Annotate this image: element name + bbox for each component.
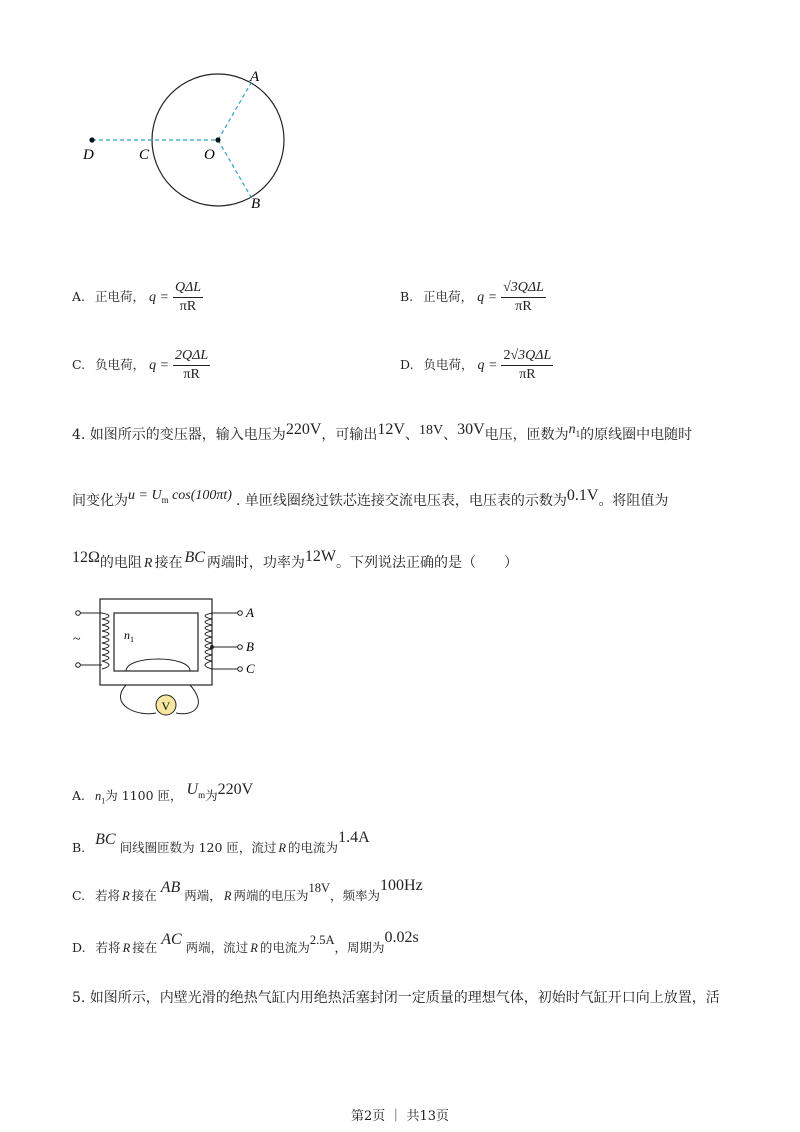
fraction-numerator: QΔL xyxy=(173,280,203,298)
option-charge: 正电荷， xyxy=(423,289,474,304)
option-charge: 负电荷， xyxy=(423,357,474,372)
label-terminal-A: A xyxy=(246,605,254,620)
q3-option-d[interactable] xyxy=(400,348,553,383)
option-q: q = xyxy=(477,358,498,373)
q4-option-a[interactable]: A. $n_1$为 1100 匝， $U_m$为220V xyxy=(72,781,254,806)
q4-option-c[interactable]: C. 若将 R 接在 AB 两端， R 两端的电压为18V，频率为100Hz xyxy=(72,877,423,903)
option-q: q = xyxy=(149,290,169,305)
terminal-B xyxy=(238,645,243,650)
label-n1: $n_1$ xyxy=(124,628,134,644)
option-fraction xyxy=(501,280,546,315)
option-fraction xyxy=(173,280,203,315)
fraction-denominator: πR xyxy=(515,299,532,314)
point-O xyxy=(215,137,220,142)
option-letter: B. xyxy=(400,289,414,304)
terminal-C xyxy=(238,667,243,672)
sqrt-icon: √ xyxy=(503,280,511,295)
fraction-denominator: πR xyxy=(183,367,200,382)
label-O: O xyxy=(204,147,215,163)
option-q: q = xyxy=(477,290,498,305)
q4-stem-line2: 间变化为$u = U_m$ cos(100πt) . 单匝线圈绕过铁芯连接交流电压表，电压表的示数为0.1V。将阻值为 xyxy=(72,487,669,509)
input-terminal-top xyxy=(76,611,81,616)
q4-stem-line3: 12Ω的电阻 R 接在 BC 两端时，功率为12W。下列说法正确的是（ ） xyxy=(72,548,519,571)
dashed-line-OA xyxy=(218,83,251,140)
figure-transformer xyxy=(68,595,268,720)
label-A: A xyxy=(250,69,260,85)
dashed-line-OB xyxy=(218,140,251,197)
option-fraction xyxy=(173,348,210,383)
q3-option-c[interactable] xyxy=(72,348,210,383)
ac-source-icon: ~ xyxy=(73,632,81,647)
label-B: B xyxy=(251,196,261,212)
page-footer: 第2页 ｜ 共13页 xyxy=(350,1109,450,1124)
fraction-denominator: πR xyxy=(519,367,536,382)
option-q: q = xyxy=(149,358,170,373)
iron-core-inner xyxy=(114,613,198,671)
label-D: D xyxy=(83,147,94,163)
label-terminal-B: B xyxy=(246,639,254,654)
option-charge: 正电荷， xyxy=(95,289,146,304)
fraction-denominator: πR xyxy=(179,299,197,314)
input-terminal-bottom xyxy=(76,663,81,668)
point-D xyxy=(89,137,94,142)
option-fraction xyxy=(501,348,553,383)
voltmeter-label: V xyxy=(161,699,171,713)
q3-option-b[interactable] xyxy=(400,280,546,315)
terminal-A xyxy=(238,611,243,616)
option-letter: A. xyxy=(72,289,86,304)
q3-option-a[interactable] xyxy=(72,280,203,315)
sqrt-icon: √ xyxy=(510,348,519,363)
label-C: C xyxy=(139,147,150,163)
q5-stem-line1: 5. 如图所示，内壁光滑的绝热气缸内用绝热活塞封闭一定质量的理想气体，初始时气缸开口向上放置，活 xyxy=(72,990,720,1006)
fraction-numerator: √3QΔL xyxy=(501,280,546,298)
fraction-numerator: 2√3QΔL xyxy=(501,348,553,366)
label-terminal-C: C xyxy=(246,661,255,676)
q4-option-d[interactable]: D. 若将 R 接在 AC 两端，流过 R 的电流为2.5A，周期为0.02s xyxy=(72,929,419,955)
option-charge: 负电荷， xyxy=(95,357,146,372)
q4-stem-line1: 4. 如图所示的变压器，输入电压为220V，可输出12V、18V、30V电压，匝数为$n_1$的原线圈中电随时 xyxy=(72,421,693,443)
q4-option-b[interactable]: B. BC 间线圈匝数为 120 匝，流过 R 的电流为1.4A xyxy=(72,829,370,855)
figure-circle-charge xyxy=(70,60,310,220)
fraction-numerator: 2QΔL xyxy=(173,348,210,366)
option-letter: C. xyxy=(72,357,86,372)
option-letter: D. xyxy=(400,357,414,372)
